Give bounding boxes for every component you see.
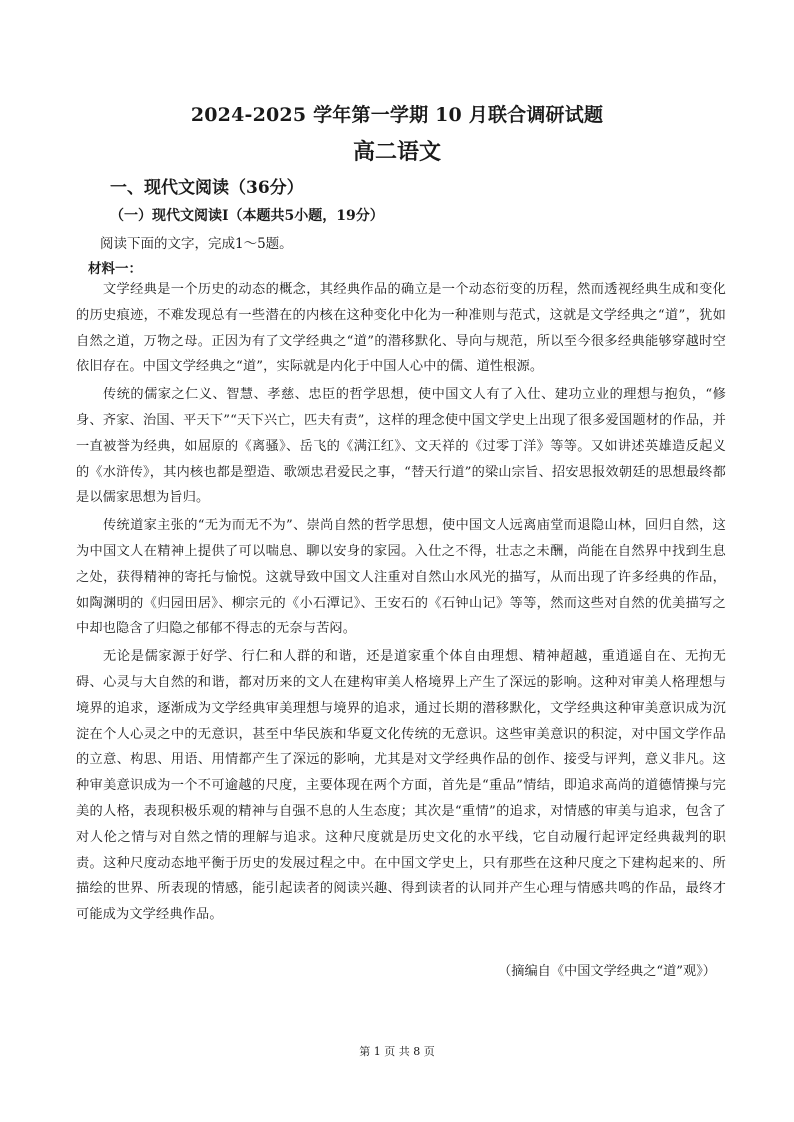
subject-title: 高二语文 — [352, 139, 441, 165]
source-citation: （摘编自《中国文学经典之“道”观》） — [498, 964, 716, 979]
material-label: 材料一： — [88, 261, 142, 277]
passage-body — [76, 277, 726, 930]
paragraph: 传统道家主张的“无为而无不为”、崇尚自然的哲学思想，使中国文人远离庙堂而退隐山林，回归自然，这为中国文人在精神上提供了可以喘息、聊以安身的家园。入仕之不得，壮志之未酬，尚能在自然界中找到生息之处，获得精神的寄托与愉悦。这就导致中国文人注重对自然山水风光的描写，从而出现了许多经典的作品，如陶渊明的《归园田居》、柳宗元的《小石潭记》、王安石的《石钟山记》等等，然而这些对自然的优美描写之中却也隐含了归隐之郁郁不得志的无奈与苦闷。 — [76, 518, 726, 637]
paragraph: 无论是儒家源于好学、行仁和人群的和谐，还是道家重个体自由理想、精神超越，重逍遥自在、无拘无碍、心灵与大自然的和谐，都对历来的文人在建构审美人格境界上产生了深远的影响。这种对审美人格理想与境界的追求，逐渐成为文学经典审美理想与境界的追求，通过长期的潜移默化，文学经典这种审美意识成为沉淀在个人心灵之中的无意识，甚至中华民族和华夏文化传统的无意识。这些审美意识的积淀，对中国文学作品的立意、构思、用语、用情都产生了深远的影响，尤其是对文学经典作品的创作、接受与评判，意义非凡。这种审美意识成为一个不可逾越的尺度，主要体现在两个方面，首先是“重品”情结，即追求高尚的道德情操与完美的人格，表现积极乐观的精神与自强不息的人生态度；其次是“重情”的追求，对情感的审美与追求，包含了对人伦之情与对自然之情的理解与追求。这种尺度就是历史文化的水平线，它自动履行起评定经典裁判的职责。这种尺度动态地平衡于历史的发展过程之中。在中国文学史上，只有那些在这种尺度之下建构起来的、所描绘的世界、所表现的情感，能引起读者的阅读兴趣、得到读者的认同并产生心理与情感共鸣的作品，最终才可能成为文学经典作品。 — [76, 649, 726, 923]
subsection-heading: （一）现代文阅读I（本题共5小题，19分） — [110, 208, 384, 224]
page-footer: 第 1 页 共 8 页 — [359, 1045, 435, 1058]
section-heading: 一、现代文阅读（36分） — [110, 178, 304, 198]
instruction-text: 阅读下面的文字，完成1～5题。 — [100, 236, 293, 252]
paragraph: 文学经典是一个历史的动态的概念，其经典作品的确立是一个动态衍变的历程，然而透视经典生成和变化的历史痕迹，不难发现总有一些潜在的内核在这种变化中化为一种准则与范式，这就是文学经典之“道”，犹如自然之道，万物之母。正因为有了文学经典之“道”的潜移默化、导向与规范，所以至今很多经典能够穿越时空依旧存在。中国文学经典之“道”，实际就是内化于中国人心中的儒、道性根源。 — [76, 282, 726, 375]
paragraph: 传统的儒家之仁义、智慧、孝慈、忠臣的哲学思想，使中国文人有了入仕、建功立业的理想与抱负，“修身、齐家、治国、平天下”“天下兴亡，匹夫有责”，这样的理念使中国文学史上出现了很多爱国题材的作品，并一直被誉为经典，如屈原的《离骚》、岳飞的《满江红》、文天祥的《过零丁洋》等等。又如讲述英雄造反起义的《水浒传》，其内核也都是塑造、歌颂忠君爱民之事，“替天行道”的梁山宗旨、招安思报效朝廷的思想最终都是以儒家思想为旨归。 — [76, 387, 726, 506]
exam-title: 2024-2025 学年第一学期 10 月联合调研试题 — [190, 104, 604, 126]
